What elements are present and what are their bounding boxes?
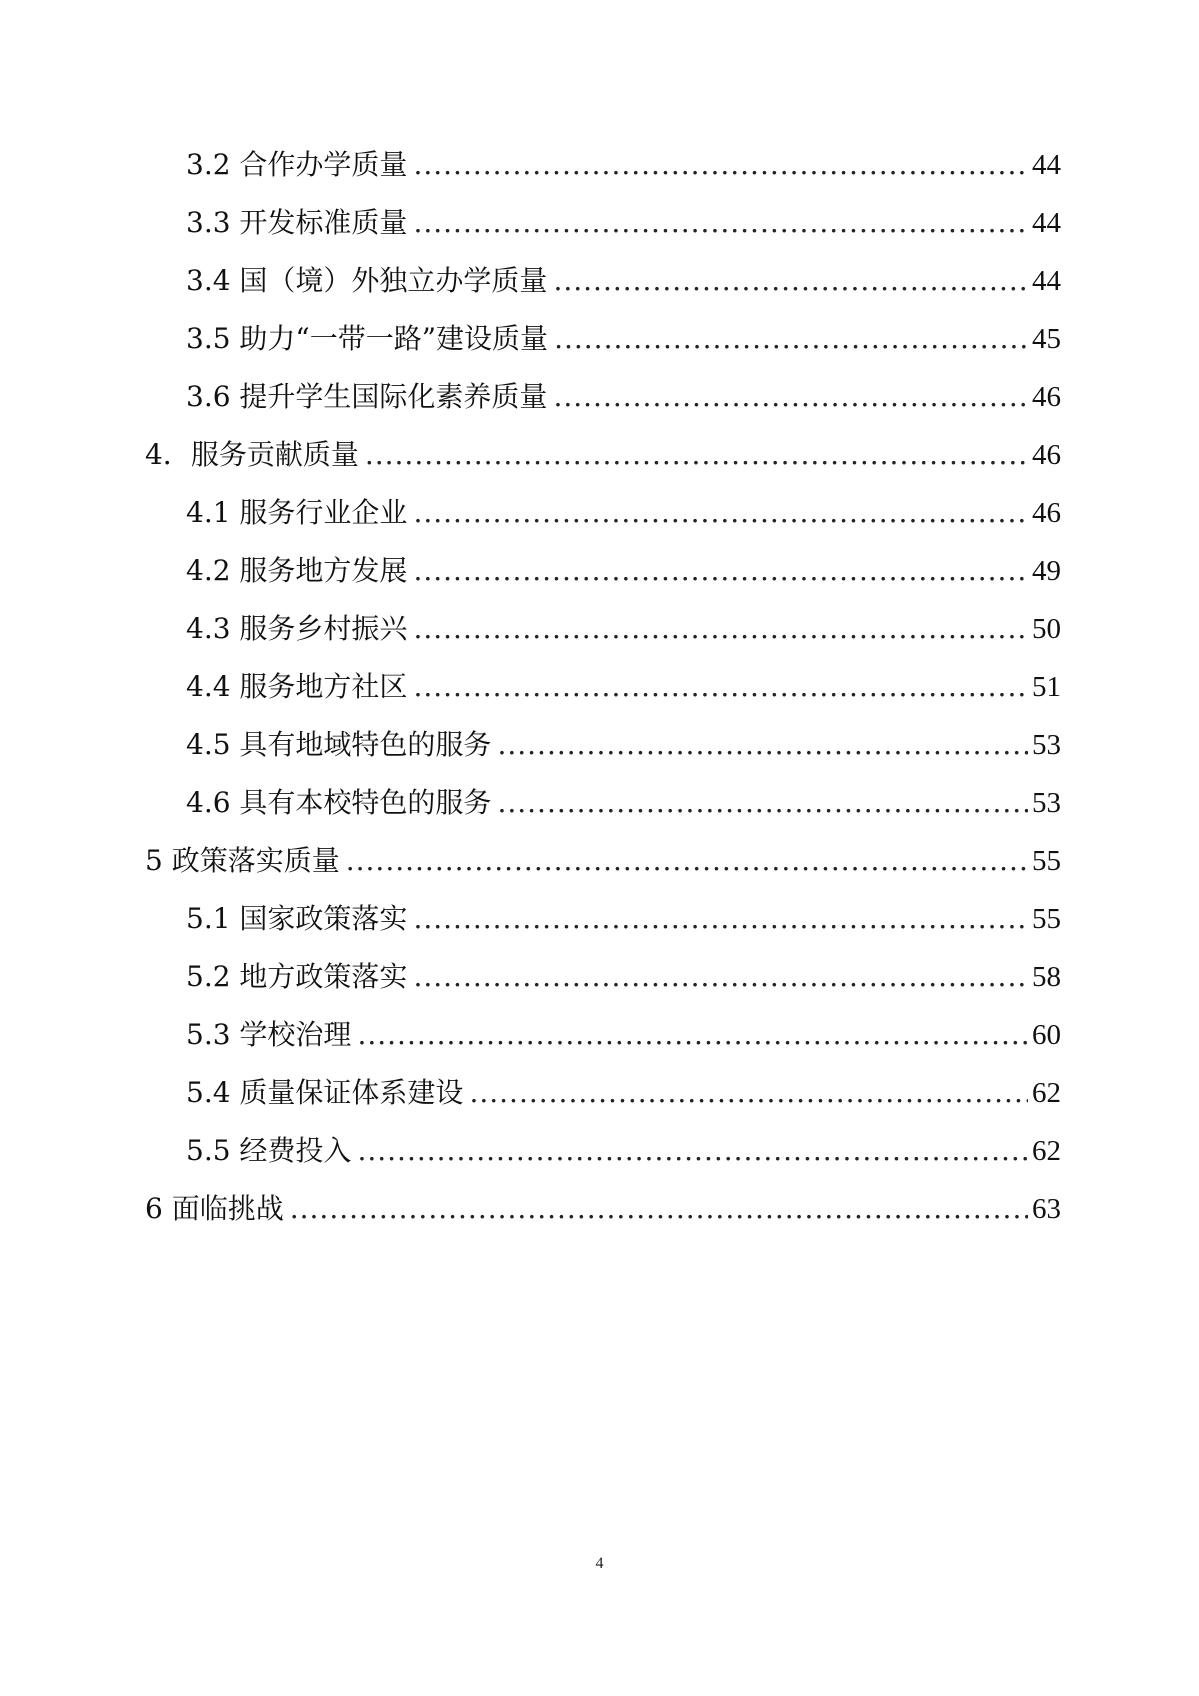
toc-entry[interactable] [186,489,1061,537]
toc-entry-page: 62 [1032,1135,1061,1167]
toc-dot-leader [346,837,1028,885]
toc-entry[interactable] [186,1011,1061,1059]
toc-dot-leader [413,199,1028,247]
toc-dot-leader [413,547,1028,595]
toc-entry-label: 4.3 服务乡村振兴 [186,612,408,645]
toc-dot-leader [290,1185,1028,1233]
toc-dot-leader [413,605,1028,653]
toc-entry[interactable] [186,1127,1061,1175]
toc-entry[interactable] [186,779,1061,827]
toc-entry-label: 3.3 开发标准质量 [186,206,408,239]
toc-entry[interactable] [186,199,1061,247]
toc-entry[interactable] [186,257,1061,305]
toc-entry-label: 5.4 质量保证体系建设 [186,1076,464,1109]
toc-dot-leader [469,1069,1028,1117]
toc-entry[interactable] [186,547,1061,595]
toc-entry-page: 53 [1032,729,1061,761]
toc-entry-page: 49 [1032,555,1061,587]
toc-entry-page: 46 [1032,439,1061,471]
toc-entry-label: 5.5 经费投入 [186,1134,352,1167]
toc-entry-label: 4.5 具有地域特色的服务 [186,728,492,761]
toc-entry-label: 5 政策落实质量 [145,844,340,877]
toc-entry-page: 51 [1032,671,1061,703]
toc-entry-page: 55 [1032,845,1061,877]
toc-entry[interactable] [145,431,1061,479]
toc-dot-leader [365,431,1028,479]
toc-entry-page: 46 [1032,497,1061,529]
toc-entry[interactable] [186,721,1061,769]
toc-dot-leader [413,489,1028,537]
toc-dot-leader [497,721,1028,769]
toc-entry[interactable] [186,141,1061,189]
toc-entry-page: 44 [1032,207,1061,239]
toc-entry-page: 63 [1032,1193,1061,1225]
toc-dot-leader [413,663,1028,711]
toc-entry-page: 44 [1032,265,1061,297]
toc-entry-page: 62 [1032,1077,1061,1109]
toc-dot-leader [497,779,1028,827]
toc-dot-leader [553,373,1028,421]
toc-entry[interactable] [186,1069,1061,1117]
toc-entry[interactable] [186,315,1061,363]
toc-entry-page: 55 [1032,903,1061,935]
toc-entry-label: 4.1 服务行业企业 [186,496,408,529]
toc-entry[interactable] [186,605,1061,653]
toc-dot-leader [413,895,1028,943]
toc-dot-leader [357,1127,1028,1175]
toc-entry-label: 3.4 国（境）外独立办学质量 [186,264,548,297]
toc-entry-label: 3.2 合作办学质量 [186,148,408,181]
toc-entry-page: 60 [1032,1019,1061,1051]
toc-entry-label: 4.4 服务地方社区 [186,670,408,703]
toc-dot-leader [413,141,1028,189]
toc-entry-label: 3.6 提升学生国际化素养质量 [186,380,548,413]
toc-entry-label: 4.6 具有本校特色的服务 [186,786,492,819]
toc-entry[interactable] [145,1185,1061,1233]
toc-entry-label: 5.1 国家政策落实 [186,902,408,935]
toc-entry[interactable] [186,663,1061,711]
toc-entry[interactable] [145,837,1061,885]
toc-entry-label: 4.2 服务地方发展 [186,554,408,587]
toc-entry-label: 4．服务贡献质量 [145,438,359,471]
page-number: 4 [595,1555,604,1572]
toc-dot-leader [357,1011,1028,1059]
toc-entry-page: 44 [1032,149,1061,181]
toc-entry-label: 6 面临挑战 [145,1192,284,1225]
toc-entry[interactable] [186,373,1061,421]
toc-entry-label: 3.5 助力“一带一路”建设质量 [186,322,549,355]
toc-entry-page: 53 [1032,787,1061,819]
toc-dot-leader [554,315,1028,363]
toc-entry-label: 5.3 学校治理 [186,1018,352,1051]
toc-entry[interactable] [186,953,1061,1001]
toc-dot-leader [413,953,1028,1001]
toc-entry-page: 45 [1032,323,1061,355]
toc-entry-page: 50 [1032,613,1061,645]
toc-entry-page: 46 [1032,381,1061,413]
toc-entry[interactable] [186,895,1061,943]
toc-entry-page: 58 [1032,961,1061,993]
toc-entry-label: 5.2 地方政策落实 [186,960,408,993]
toc-dot-leader [553,257,1028,305]
